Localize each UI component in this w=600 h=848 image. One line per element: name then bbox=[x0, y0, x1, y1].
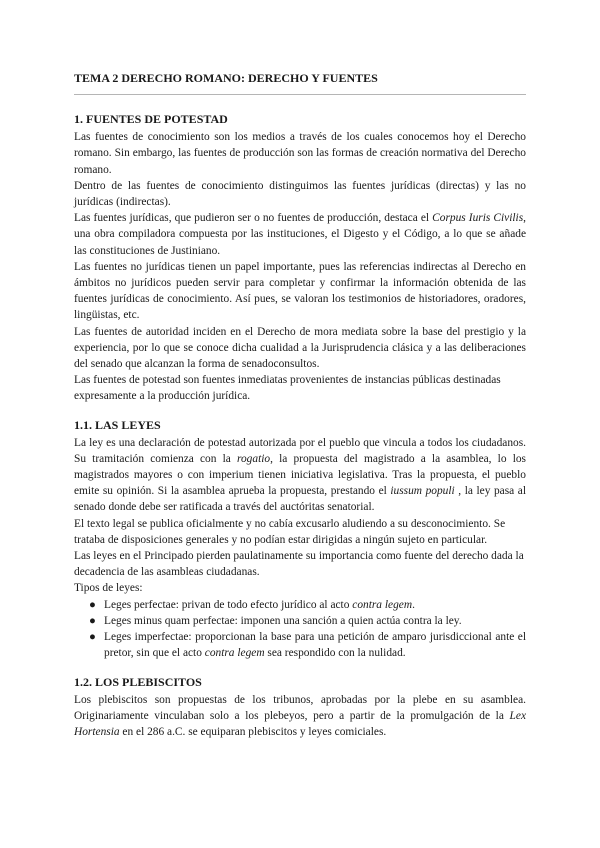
document-title: TEMA 2 DERECHO ROMANO: DERECHO Y FUENTES bbox=[74, 70, 526, 95]
paragraph bbox=[74, 178, 526, 210]
section-heading: 1.1. LAS LEYES bbox=[74, 417, 161, 432]
types-of-laws-list bbox=[74, 597, 526, 662]
text-run: sea respondido con la nulidad. bbox=[264, 647, 406, 660]
italic-term: Lex Hortensia bbox=[74, 709, 526, 738]
paragraph bbox=[74, 324, 526, 373]
list-item-text bbox=[104, 599, 415, 611]
italic-term: Corpus Iuris Civilis bbox=[432, 212, 524, 225]
text-run: Las fuentes no jurídicas tienen un papel importante, pues las referencias indirectas al Derecho en ámbitos no jurídicos pueden servir para completar y confirmar la información obtenida de las fuentes jurídicas de conocimiento. Así pues, se valoran los testimonios de historiadores, oradores, lingüistas, etc. bbox=[74, 260, 526, 322]
list-item-text bbox=[104, 631, 526, 659]
paragraph bbox=[74, 372, 526, 404]
paragraph bbox=[74, 516, 526, 548]
text-run: Las leyes en el Principado pierden paulatinamente su importancia como fuente del derecho dada la decadencia de las asambleas ciudadanas. bbox=[74, 550, 524, 579]
list-item bbox=[89, 629, 526, 661]
bullet-icon: ● bbox=[89, 598, 96, 611]
bullet-icon: ● bbox=[89, 614, 96, 627]
section-heading: 1. FUENTES DE POTESTAD bbox=[74, 112, 228, 127]
text-run: en el 286 a.C. se equiparan plebiscitos y leyes comiciales. bbox=[119, 725, 387, 738]
text-run: , la propuesta del magistrado a la asamblea, lo los magistrados mayores o con imperium tienen iniciativa legislativa. Tras la propuesta, el pueblo emite su opinión. Si la asamblea aprueba la propuesta, prestando el bbox=[74, 452, 526, 498]
paragraph bbox=[74, 435, 526, 516]
text-run: Los plebiscitos son propuestas de los tribunos, aprobadas por la plebe en su asamblea. Originariamente vinculaban solo a los plebeyos, pero a partir de la promulgación de la bbox=[74, 693, 526, 722]
paragraph bbox=[74, 259, 526, 324]
section-heading: 1.2. LOS PLEBISCITOS bbox=[74, 674, 202, 689]
bullet-icon: ● bbox=[89, 631, 96, 644]
paragraph bbox=[74, 692, 526, 741]
text-run: Leges minus quam perfectae: imponen una sanción a quien actúa contra la ley. bbox=[104, 614, 462, 627]
text-run: Las fuentes de conocimiento son los medios a través de los cuales conocemos hoy el Derecho romano. Sin embargo, las fuentes de producción son las formas de creación normativa del Derecho romano. bbox=[74, 131, 526, 176]
section-los-plebiscitos bbox=[74, 674, 526, 741]
text-run: Leges perfectae: privan de todo efecto jurídico al acto bbox=[104, 598, 353, 611]
text-run: . bbox=[412, 598, 415, 611]
section-fuentes-de-potestad bbox=[74, 111, 526, 404]
list-item-text bbox=[104, 615, 462, 627]
text-run: Las fuentes de autoridad inciden en el Derecho de mora mediata sobre la base del prestigio y la experiencia, por lo que se conoce dicha cualidad a la Jurisprudencia clásica y a las deliberaciones del senado que alcanzan la forma de senadoconsultos. bbox=[74, 325, 526, 371]
text-run: El texto legal se publica oficialmente y no cabía excusarlo aludiendo a su desconocimiento. Se trataba de disposiciones generales y no podían estar dirigidas a ningún sujeto en particular. bbox=[74, 517, 506, 546]
list-item bbox=[89, 613, 526, 629]
text-run: Las fuentes jurídicas, que pudieron ser o no fuentes de producción, destaca el bbox=[74, 212, 433, 225]
italic-term: iussum populi bbox=[390, 485, 455, 498]
section-las-leyes bbox=[74, 417, 526, 662]
paragraph bbox=[74, 210, 526, 259]
text-run: , la ley pasa al senado donde debe ser ratificada a través del auctóritas senatorial. bbox=[74, 485, 527, 514]
list-item bbox=[89, 597, 526, 613]
italic-term: contra legem bbox=[352, 598, 413, 611]
text-run: La ley es una declaración de potestad autorizada por el pueblo que vincula a todos los ciudadanos. Su tramitación comienza con la bbox=[74, 436, 526, 465]
text-run: Dentro de las fuentes de conocimiento distinguimos las fuentes jurídicas (directas) y las no jurídicas (indirectas). bbox=[74, 179, 526, 209]
paragraph bbox=[74, 580, 526, 596]
text-run: Leges imperfectae: proporcionan la base para una petición de amparo jurisdiccional ante el pretor, sin que el acto bbox=[104, 631, 526, 660]
text-run: Tipos de leyes: bbox=[74, 582, 143, 595]
italic-term: contra legem bbox=[204, 647, 265, 660]
text-run: , una obra compiladora compuesta por las instituciones, el Digesto y el Código, a lo que se añade las constituciones de Justiniano. bbox=[74, 212, 526, 257]
text-run: Las fuentes de potestad son fuentes inmediatas provenientes de instancias públicas destinadas expresamente a la producción jurídica. bbox=[74, 374, 501, 403]
paragraph bbox=[74, 129, 526, 178]
italic-term: rogatio bbox=[236, 452, 271, 465]
paragraph bbox=[74, 548, 526, 580]
